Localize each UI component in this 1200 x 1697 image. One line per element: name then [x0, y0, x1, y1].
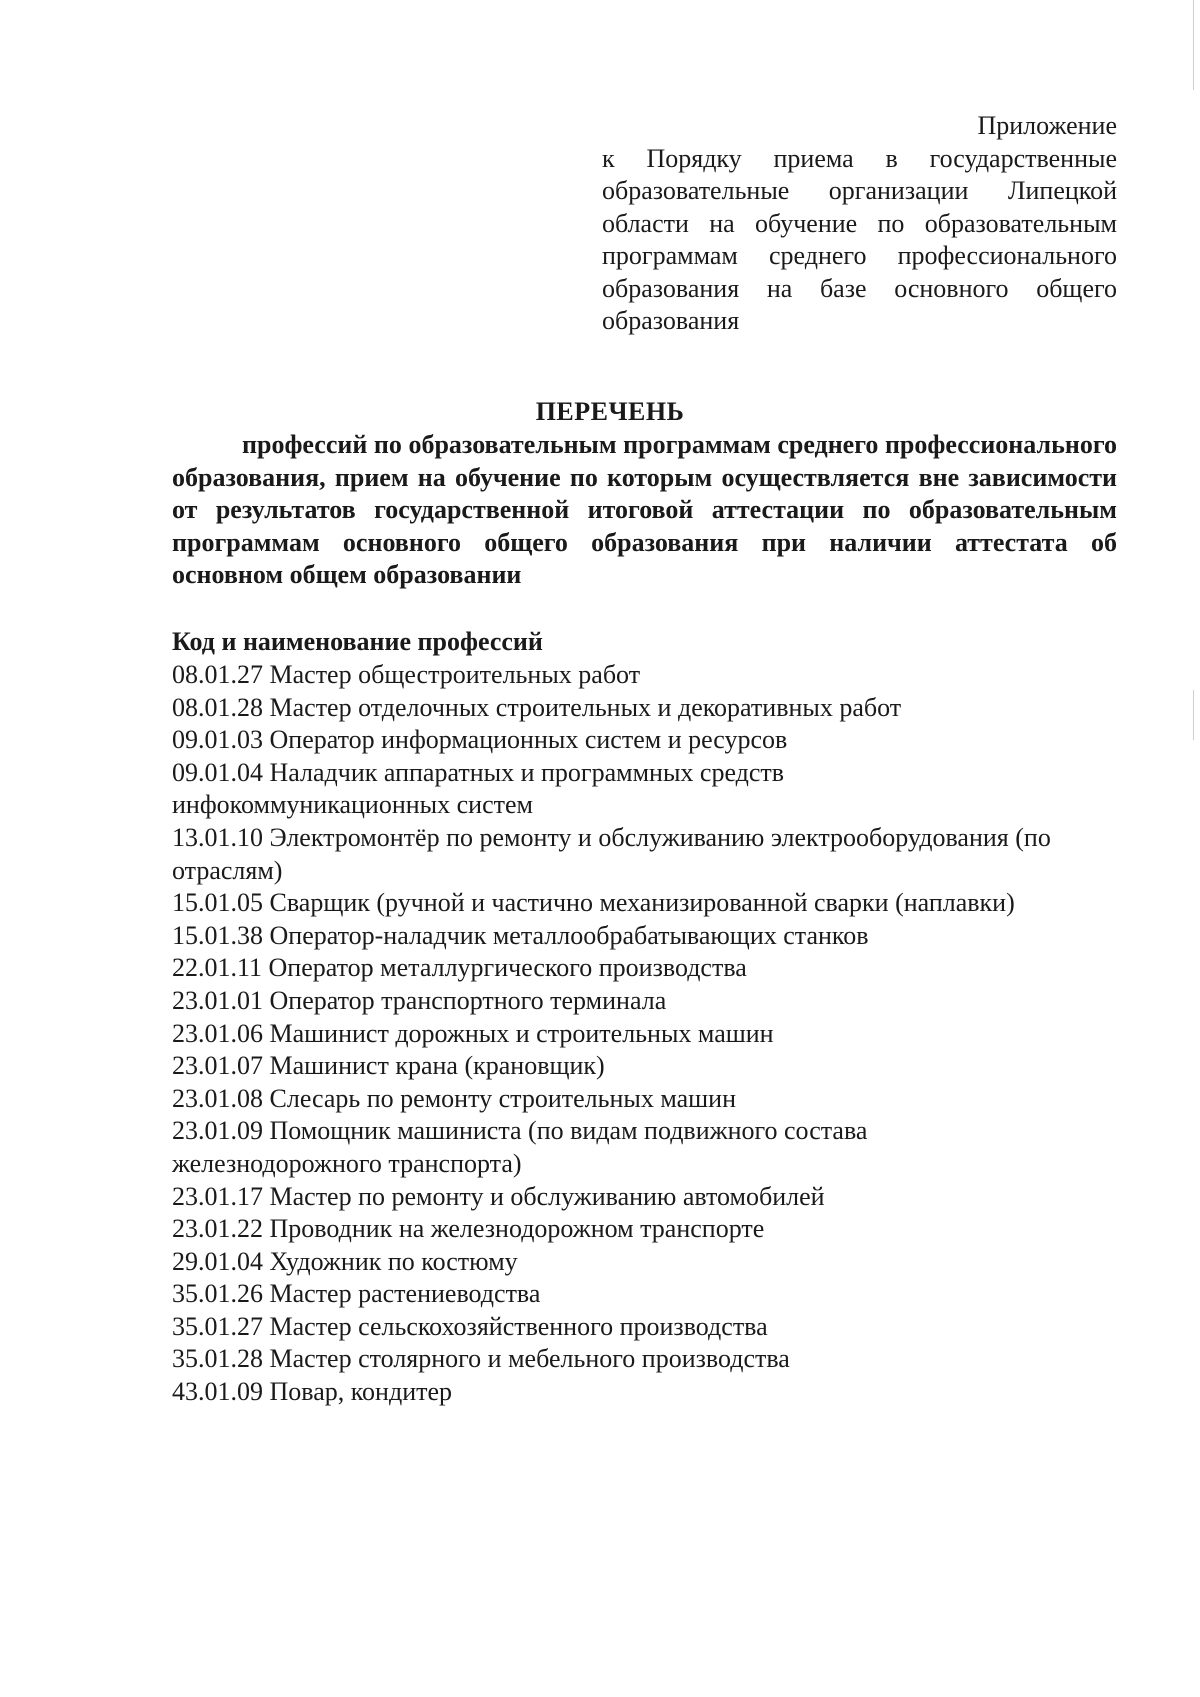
- document-title: ПЕРЕЧЕНЬ: [535, 397, 685, 426]
- list-item: 22.01.11 Оператор металлургического производства: [172, 953, 747, 983]
- list-item: 35.01.26 Мастер растениеводства: [172, 1279, 541, 1309]
- appendix-description: к Порядку приема в государственные образовательные организации Липецкой области на обучение по образовательным программам среднего профессионального образования на базе основного общего образования: [602, 143, 1117, 335]
- appendix-block: [602, 110, 1117, 338]
- list-item: 15.01.05 Сварщик (ручной и частично механизированной сварки (наплавки): [172, 888, 1015, 918]
- list-header: Код и наименование профессий: [172, 627, 543, 656]
- professions-list: [172, 659, 1117, 1409]
- list-item: 43.01.09 Повар, кондитер: [172, 1377, 453, 1407]
- list-item: 23.01.22 Проводник на железнодорожном транспорте: [172, 1214, 765, 1244]
- list-item: 23.01.07 Машинист крана (крановщик): [172, 1051, 605, 1081]
- list-item: 13.01.10 Электромонтёр по ремонту и обслуживанию электрооборудования (по отраслям): [172, 822, 1051, 885]
- list-item: 23.01.01 Оператор транспортного терминала: [172, 985, 667, 1015]
- list-item: 08.01.28 Мастер отделочных строительных и декоративных работ: [172, 692, 902, 722]
- list-item: 29.01.04 Художник по костюму: [172, 1246, 518, 1276]
- list-item: 23.01.08 Слесарь по ремонту строительных машин: [172, 1083, 737, 1113]
- scan-edge-mark: [1193, 690, 1194, 740]
- list-item: 08.01.27 Мастер общестроительных работ: [172, 660, 641, 689]
- list-item: 09.01.04 Наладчик аппаратных и программных средств инфокоммуникационных систем: [172, 757, 785, 820]
- scan-edge-mark: [1193, 0, 1194, 90]
- document-subtitle: профессий по образовательным программам среднего профессионального образования, прием на обучение по которым осуществляется вне зависимости от результатов государственной итоговой аттестации по образовательным программам основного общего образования при наличии аттестата об основном общем образовании: [172, 430, 1117, 590]
- list-item: 23.01.17 Мастер по ремонту и обслуживанию автомобилей: [172, 1181, 825, 1211]
- list-item: 15.01.38 Оператор-наладчик металлообрабатывающих станков: [172, 920, 869, 950]
- appendix-label: Приложение: [977, 111, 1117, 140]
- list-item: 23.01.09 Помощник машиниста (по видам подвижного состава железнодорожного транспорта): [172, 1116, 868, 1178]
- list-item: 09.01.03 Оператор информационных систем и ресурсов: [172, 725, 788, 755]
- list-item: 35.01.28 Мастер столярного и мебельного производства: [172, 1344, 790, 1374]
- list-item: 35.01.27 Мастер сельскохозяйственного производства: [172, 1311, 768, 1341]
- list-item: 23.01.06 Машинист дорожных и строительных машин: [172, 1018, 774, 1048]
